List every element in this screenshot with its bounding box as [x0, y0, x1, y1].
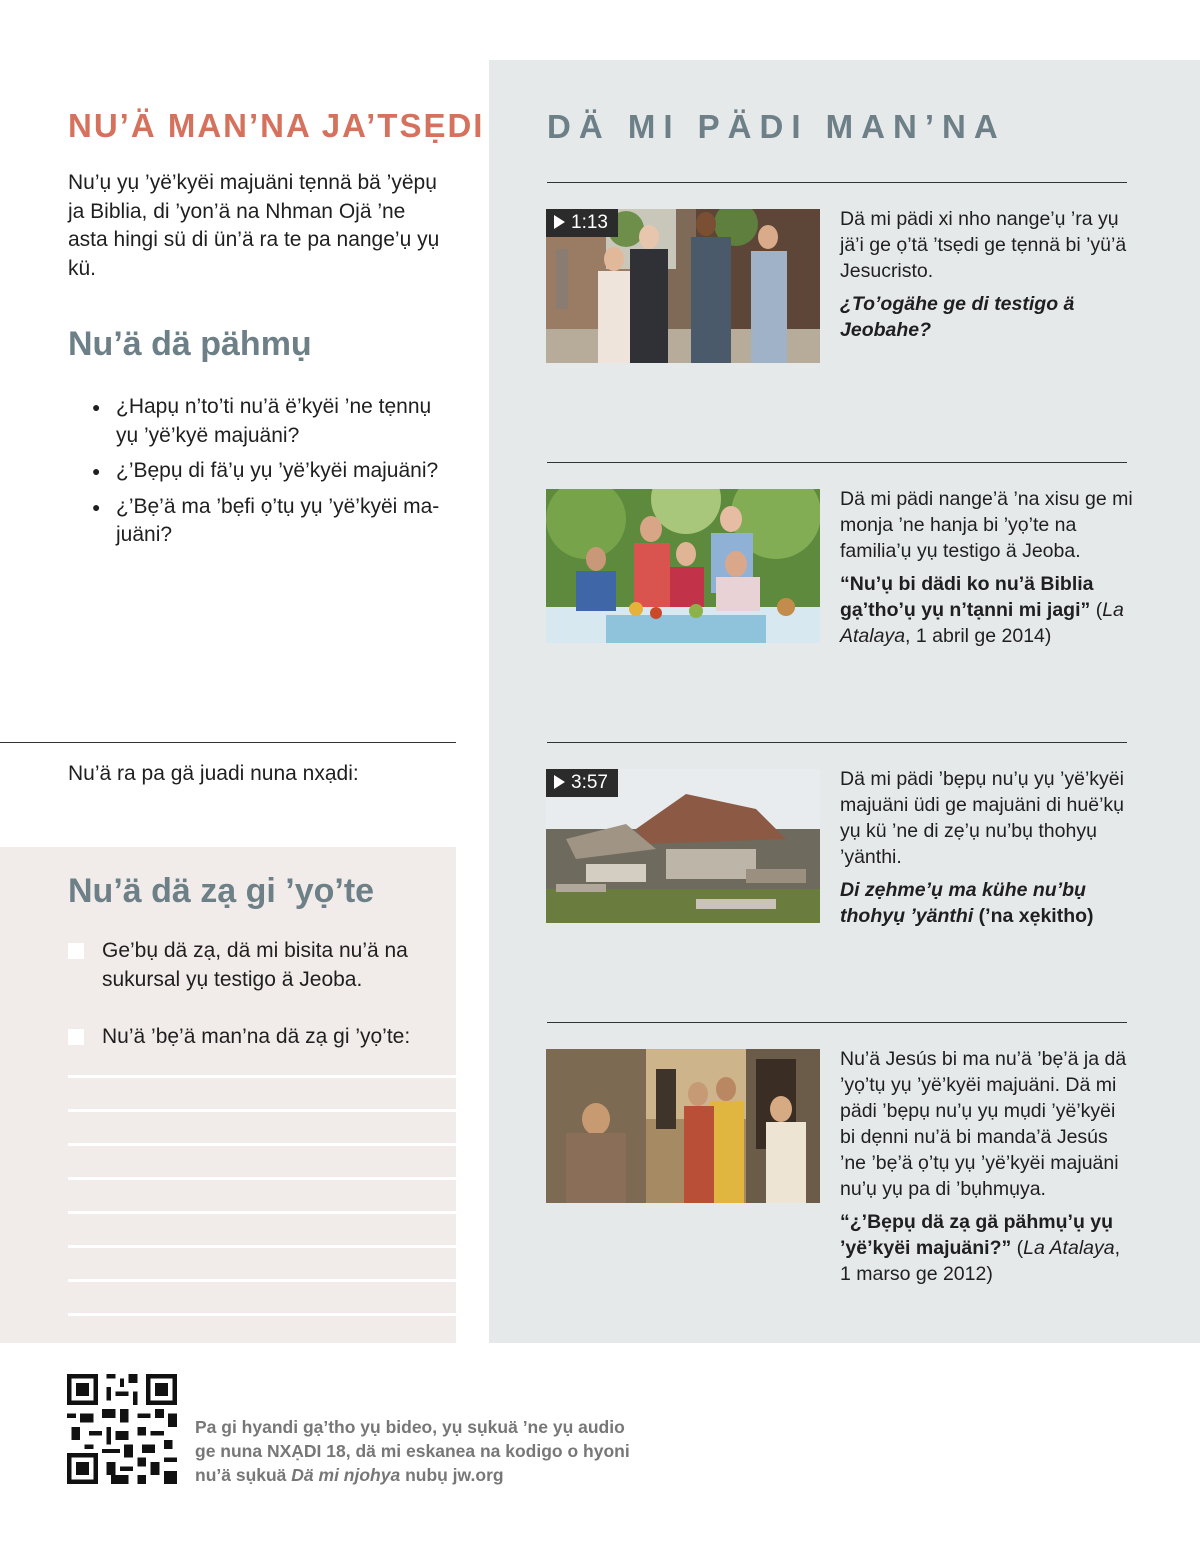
divider	[547, 1022, 1127, 1023]
related-item-text	[840, 1046, 1135, 1287]
write-line[interactable]	[68, 1313, 456, 1316]
article-image-family[interactable]	[546, 489, 820, 643]
jesus-preaching-image	[546, 1049, 820, 1203]
try-heading: Nu’ä dä zạ gi ’yọ’te	[68, 872, 375, 910]
checklist-item[interactable]	[68, 937, 448, 994]
write-line[interactable]	[68, 1245, 456, 1248]
item-description: Dä mi pädi ’bẹpụ nu’ụ yụ ’yë’kyëi majuäni üdi ge majuäni di huë’kụ yụ kü ’ne di zẹ’ụ nu’bụ thohyụ ’yänthi.	[840, 768, 1125, 868]
article-title: “¿’Bẹpụ dä zạ gä pähmụ’ụ yụ ’yë’kyëi majuäni?”	[840, 1211, 1114, 1259]
family-meal-image	[546, 489, 820, 643]
video-thumbnail-disaster[interactable]	[546, 769, 820, 923]
question-item: ● ¿Hapụ n’to’ti nu’ä ë’kyëi ’ne tẹnnụ yụ ’yë’kyë majuäni?	[92, 393, 457, 450]
related-item-text	[840, 766, 1135, 929]
video-thumbnail-witnesses[interactable]	[546, 209, 820, 363]
play-badge[interactable]	[546, 209, 618, 237]
write-line[interactable]	[68, 1211, 456, 1214]
video-type: (’na xẹkitho)	[973, 905, 1094, 927]
article-title: “Nu’ụ bi dädi ko nu’ä Biblia gạ’tho’ụ yụ n’tạnni mi jagi”	[840, 573, 1094, 621]
checkbox[interactable]	[68, 943, 84, 959]
article-link[interactable]	[840, 571, 1135, 649]
lesson-title: NU’Ä MAN’NA JA’TSẸDI	[68, 107, 485, 144]
assignment-label: Nu’ä ra pa gä juadi nuna nxạdi:	[68, 762, 359, 785]
question-list	[92, 393, 457, 557]
write-line[interactable]	[68, 1109, 456, 1112]
divider	[547, 462, 1127, 463]
checklist-label: Ge’bụ dä zạ, dä mi bisita nu’ä na sukursal yụ testigo ä Jeoba.	[102, 939, 408, 991]
divider	[547, 182, 1127, 183]
video-link[interactable]	[840, 877, 1135, 929]
checklist-item[interactable]	[68, 1023, 448, 1052]
question-item: ● ¿’Bẹ’ä ma ’bẹfi ọ’tụ yụ ’yë’kyëi ma-juäni?	[92, 493, 457, 550]
footer-note: Pa gi hyandi gạ’tho yụ bideo, yụ sụkuä ’ne yụ audio ge nuna NXẠDI 18, dä mi eskanea na kodigo o hyoni nu’ä sụkuä Dä mi njohya nubụ jw.org	[195, 1417, 630, 1485]
write-line[interactable]	[68, 1143, 456, 1146]
checkbox[interactable]	[68, 1029, 84, 1045]
article-link[interactable]	[840, 1209, 1135, 1287]
item-description: Dä mi pädi nange’ä ’na xisu ge mi monja ’ne hanja bi ’yọ’te na familia’ụ yụ testigo ä Jeoba.	[840, 488, 1133, 562]
related-title: DÄ MI PÄDI MAN’NA	[547, 108, 1006, 145]
play-badge[interactable]	[546, 769, 618, 797]
video-link[interactable]: ¿To’ogähe ge di testigo ä Jeobahe?	[840, 293, 1075, 341]
write-line[interactable]	[68, 1177, 456, 1180]
video-duration: 1:13	[571, 212, 608, 233]
lesson-intro: Nu’ụ yụ ’yë’kyëi majuäni tẹnnä bä ’yëpụ ja Biblia, di ’yon’ä na Nhman Ojä ’ne asta hingi sü di ün’ä ra te pa nange’ụ yụ kü.	[68, 171, 440, 280]
related-item-text	[840, 206, 1135, 343]
write-line[interactable]	[68, 1075, 456, 1078]
divider	[0, 742, 456, 743]
write-line[interactable]	[68, 1279, 456, 1282]
play-icon	[554, 215, 565, 229]
article-image-jesus[interactable]	[546, 1049, 820, 1203]
think-heading: Nu’ä dä pähmụ	[68, 325, 312, 363]
divider	[547, 742, 1127, 743]
item-description: Dä mi pädi xi nho nange’ụ ’ra yụ jä’i ge ọ’tä ’tsẹdi ge tẹnnä bi ’yü’ä Jesucristo.	[840, 208, 1127, 282]
article-source: (La Atalaya, 1 abril ge 2014)	[840, 599, 1124, 647]
try-box	[0, 847, 456, 1343]
video-title: Di zẹhme’ụ ma kühe nu’bụ thohyụ ’yänthi	[840, 879, 1086, 927]
article-source: (La Atalaya, 1 marso ge 2012)	[840, 1237, 1121, 1285]
video-duration: 3:57	[571, 772, 608, 793]
play-icon	[554, 775, 565, 789]
checklist-label: Nu’ä ’bẹ’ä man’na dä zạ gi ’yọ’te:	[102, 1025, 411, 1048]
qr-code-icon[interactable]	[67, 1374, 177, 1484]
related-item-text	[840, 486, 1135, 649]
item-description: Nu’ä Jesús bi ma nu’ä ’bẹ’ä ja dä ’yọ’tụ yụ ’yë’kyëi majuäni. Dä mi pädi ’bẹpụ nu’ụ yụ mụdi ’yë’kyëi bi dẹnni nu’ä bi manda’ä Jesús ’ne ’bẹ’ä ọ’tụ yụ ’yë’kyëi majuäni nu’ụ yụ pa di ’bụhmụya.	[840, 1048, 1127, 1200]
question-item: ● ¿’Bẹpụ di fä’ụ yụ ’yë’kyëi majuäni?	[92, 457, 457, 486]
